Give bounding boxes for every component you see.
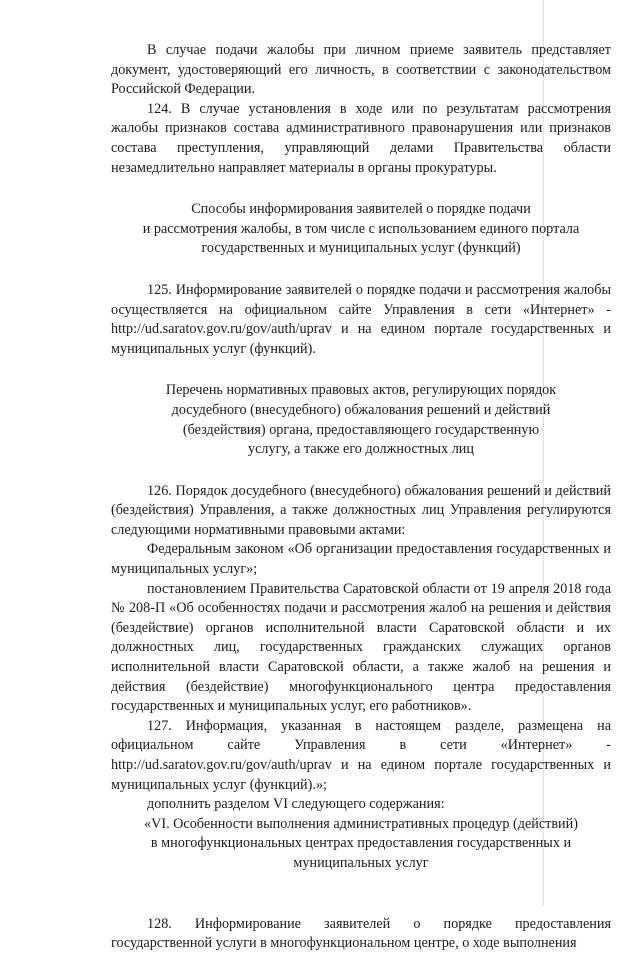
section-heading-legal-acts-line-3: (бездействия) органа, предоставляющего государственную [182,421,540,438]
document-body [111,41,611,954]
paragraph-add-section: дополнить разделом VI следующего содержания: [147,796,445,813]
section-heading-legal-acts-line-4: услугу, а также его должностных лиц [248,441,474,458]
section-heading-informing-line-1: Способы информирования заявителей о порядке подачи [191,201,531,218]
section-heading-legal-acts-line-2: досудебного (внесудебного) обжалования решений и действий [171,401,551,418]
paragraph-127: 127. Информация, указанная в настоящем разделе, размещена на официальном сайте Управления в сети «Интернет» - http://ud.saratov.gov.ru/gov/auth/uprav и на едином портале государственных и муниципальных услуг (функций).»; [111,717,611,793]
section-heading-vi-line-1: «VI. Особенности выполнения административных процедур (действий) [144,815,578,832]
paragraph-128: 128. Информирование заявителей о порядке предоставления государственной услуги в многофункциональном центре, о ходе выполнения [111,915,611,952]
section-heading-legal-acts-line-1: Перечень нормативных правовых актов, регулирующих порядок [165,382,557,399]
section-heading-informing-line-3: государственных и муниципальных услуг (функций) [201,240,521,257]
paragraph-126-federal-law: Федеральным законом «Об организации предоставления государственных и муниципальных услуг»; [111,541,611,578]
paragraph-125: 125. Информирование заявителей о порядке подачи и рассмотрения жалобы осуществляется на официальном сайте Управления в сети «Интернет» - http://ud.saratov.gov.ru/gov/auth/uprav и на едином портале государственных и муниципальных услуг (функций). [111,281,611,357]
paragraph-124: 124. В случае установления в ходе или по результатам рассмотрения жалобы признаков состава административного правонарушения или признаков состава преступления, управляющий делами Правительства области незамедлительно направляет материалы в органы прокуратуры. [111,100,611,176]
section-heading-vi-line-2: в многофункциональных центрах предоставления государственных и [150,835,572,852]
section-heading-vi-line-3: муниципальных услуг [293,854,429,871]
paragraph-126: 126. Порядок досудебного (внесудебного) обжалования решений и действий (бездействия) Управления, а также должностных лиц Управления регулируются следующими нормативными правовыми актами: [111,482,611,538]
section-heading-informing-line-2: и рассмотрения жалобы, в том числе с использованием единого портала [142,220,580,237]
paragraph-126-resolution: постановлением Правительства Саратовской области от 19 апреля 2018 года № 208-П «Об особенностях подачи и рассмотрения жалоб на решения и действия (бездействие) органов исполнительной власти Саратовской области и их должностных лиц, государственных гражданских служащих органов исполнительной власти Саратовской области, а также жалоб на решения и действия (бездействие) многофункционального центра предоставления государственных и муниципальных услуг, его работников». [111,580,611,715]
paragraph-personal-reception: В случае подачи жалобы при личном приеме заявитель представляет документ, удостоверяющий его личность, в соответствии с законодательством Российской Федерации. [111,42,611,98]
